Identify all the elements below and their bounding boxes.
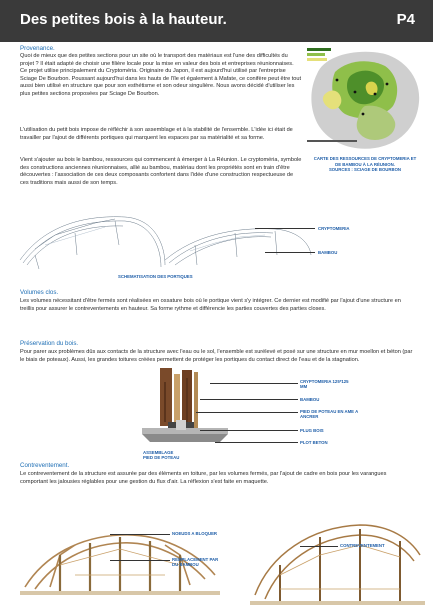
provenance-paragraph-3: Vient s'ajouter au bois le bambou, ressources qui commencent à émerger à La Réunion. Le cryptoméria, symbole des constructions anciennes réunionnaises, allié au bambou, matériau dont les propriétés sont en train d'être découvertes : l'association de ces deux composants confortent dans l'idée d'une construction respectueuse de ces traditions mais aussi de son temps. (20, 157, 302, 186)
map-caption-line-1: CARTE DES RESSOURCES DE CRYPTOMERIA ET (313, 156, 417, 161)
contrevent-label-remplacement-line-1: REMPLACEMENT PAR (172, 557, 219, 562)
preservation-label-crypto-line-1: CRYPTOMERIA 125*125 (300, 379, 349, 384)
preservation-label-pied-line-2: ANCRER (300, 414, 319, 419)
pied-caption (143, 450, 179, 460)
section-title-volumes: Volumes clos. (20, 289, 59, 296)
section-title-preservation: Préservation du bois. (20, 340, 79, 347)
map-caption-line-3: SOURCES : SCIAGE DE BOURBON (328, 167, 402, 173)
resource-map (305, 44, 425, 154)
map-caption-line-2: DE BAMBOU À LA RÉUNION. (335, 161, 395, 167)
remplacement-leader (110, 560, 170, 561)
map-caption (305, 156, 425, 173)
cryptomeria-leader (255, 228, 315, 229)
portiques-drawing (15, 205, 315, 275)
preservation-paragraph: Pour parer aux problèmes dûs aux contacts de la structure avec l'eau ou le sol, l'ensemble est surélevé et posé sur une structure en mur moellon et béton (par le biais de poteaux). Aussi, les grandes toitures créées permettent de protéger les portiques du contact direct de l'eau et de la stagnation. (20, 349, 413, 363)
bambou-leader-2 (200, 399, 298, 400)
contrevent-label-contreventement: CONTREVENTEMENT (340, 543, 385, 548)
portiques-label-bambou: BAMBOU (318, 250, 338, 255)
preservation-label-crypto (300, 379, 349, 389)
preservation-label-bambou: BAMBOU (300, 397, 320, 402)
page-header (0, 0, 433, 42)
model-photo-left (20, 515, 220, 595)
plot-leader (215, 442, 298, 443)
volumes-paragraph: Les volumes nécessitant d'être fermés sont réalisées en ossature bois où le portique vient s'y intégrer. Ce dernier est modifié par l'ajout d'une structure en treillis pour assurer le contreventements en hauteur. Sa forme rythme et différencie les parties couvertes des parties closes. (20, 298, 401, 312)
provenance-paragraph-1: Quoi de mieux que des petites sections pour un site où le transport des matériaux est l'une des difficultés du projet ? Il était adapté de choisir une filière locale pour la mise en valeur des bois et entreprises réunionnaises. Ce projet utilise principalement du Cryptoméria. Originaire du Japon, il est aujourd'hui utilisé par l'entreprise Sciage De Bourbon. Poussant aujourd'hui dans les hauts de l'île et également à Mafate, ce conifère peut être tout aussi bien utilisé en structure que pour son esthétisme et son odeur singulière. Nous avons décidé d'utiliser les plus petites sections proposées par Sciage De Bourbon. (20, 53, 302, 97)
contrevent-label-noeuds: NOEUDS A BLOQUER (172, 531, 218, 536)
bambou-leader (265, 252, 315, 253)
crypto-leader (210, 383, 298, 384)
portiques-caption: SCHEMATISATION DES PORTIQUES (118, 274, 193, 279)
plug-leader (200, 430, 298, 431)
section-title-contreventement: Contreventement. (20, 462, 70, 469)
pied-leader (196, 412, 298, 413)
preservation-label-plug: PLUG BOIS (300, 428, 324, 433)
contrevent-label-remplacement (172, 557, 218, 567)
provenance-paragraph-2: L'utilisation du petit bois impose de réfléchir à son assemblage et à la stabilité de l'ensemble. L'idée ici était de travailler par l'ajout de différents portiques qui marquent les espaces par sa matérialité et sa forme. (20, 127, 293, 141)
pied-caption-line-1: ASSEMBLAGE (143, 450, 174, 455)
preservation-label-plot: PLOT BETON (300, 440, 328, 445)
pied-caption-line-2: PIED DE POTEAU (143, 455, 180, 460)
preservation-label-crypto-line-2: MM (300, 384, 308, 389)
preservation-label-pied-line-1: PIED DE POTEAU EN AME A (300, 409, 359, 414)
section-title-provenance: Provenance. (20, 45, 55, 52)
contrevent-label-remplacement-line-2: DU BAMBOU (172, 562, 199, 567)
contreventement-paragraph: Le contreventement de la structure est assurée par des éléments en toiture, par les volumes fermés, par l'ajout de cadre en bois pour les varangues comportant les jalousies réglables pour une gestion du flux d'air. La réflexion s'est faite en maquette. (20, 471, 387, 485)
page-title: Des petites bois à la hauteur. (20, 11, 227, 28)
contrevent-leader (300, 546, 338, 547)
preservation-label-pied (300, 409, 358, 419)
page-number: P4 (396, 11, 415, 28)
model-photo-right (250, 515, 425, 605)
reunion-island-map (305, 44, 425, 154)
pied-de-poteau-drawing (140, 368, 230, 448)
noeuds-leader (110, 534, 170, 535)
portiques-label-cryptomeria: CRYPTOMERIA (318, 226, 350, 231)
